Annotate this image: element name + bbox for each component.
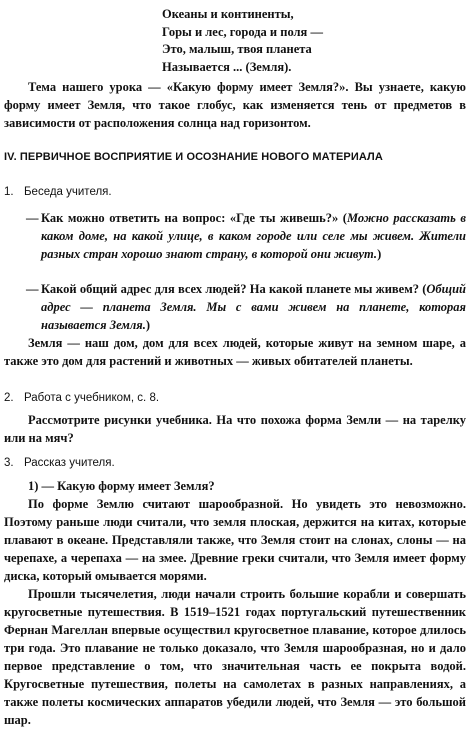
item-number: 2. [4, 392, 14, 404]
item-number: 1. [4, 186, 14, 198]
question-common-address [26, 280, 466, 334]
earth-home-paragraph: Земля — наш дом, дом для всех людей, которые живут на земном шаре, а также это дом для растений и животных — живых обитателей планеты. [4, 336, 466, 368]
poem-line: Это, малыш, твоя планета [162, 42, 312, 56]
item-title: Рассказ учителя. [24, 457, 115, 469]
textbook-task: Рассмотрите рисунки учебника. На что похожа форма Земли — на тарелку или на мяч? [4, 413, 466, 445]
poem-line: Океаны и континенты, [162, 7, 294, 21]
item-1 [4, 186, 466, 198]
dash-marker: — [26, 211, 39, 225]
question-text: Как можно ответить на вопрос: «Где ты живешь?» ( [41, 211, 347, 225]
story-paragraph-2: Прошли тысячелетия, люди начали строить большие корабли и совершать кругосветные путешествия. В 1519–1521 годах португальский путешественник Фернан Магеллан впервые осуществил кругосветное плавание, которое длилось три года. Это плавание не только доказало, что Земля шарообразная, но и дало первое представление о том, что значительная часть ее покрыта водой. Кругосветные путешествия, полеты на самолетах в разных направлениях, а также полеты космических аппаратов убедили людей, что Земля — это большой шар. [4, 587, 466, 727]
story-question: 1) — Какую форму имеет Земля? [28, 479, 215, 493]
poem [162, 6, 462, 76]
poem-line: Называется ... (Земля). [162, 59, 292, 74]
item-2 [4, 392, 466, 404]
paren-close: ) [377, 247, 382, 261]
story-paragraph-1: По форме Землю считают шарообразной. Но увидеть это невозможно. Поэтому раньше люди считали, что земля плоская, держится на китах, которые плавают в океане. Представляли также, что Земля стоит на слонах, слоны — на черепахе, а черепаха — на змее. Древние греки считали, что Земля имеет форму диска, который омывается морями. [4, 497, 466, 583]
section-heading-iv: IV. ПЕРВИЧНОЕ ВОСПРИЯТИЕ И ОСОЗНАНИЕ НОВОГО МАТЕРИАЛА [4, 151, 383, 163]
paren-close: ) [145, 318, 151, 332]
question-text: Какой общий адрес для всех людей? На какой планете мы живем? ( [41, 282, 427, 296]
lesson-intro: Тема нашего урока — «Какую форму имеет Земля?». Вы узнаете, какую форму имеет Земля, что такое глобус, как изменяется тень от предметов в зависимости от расположения солнца над горизонтом. [4, 80, 466, 130]
answer-hint: Можно рассказать в каком доме, на какой улице, в каком городе или селе мы живем. Жители разных стран хорошо знают страну, в которой они живут. [41, 211, 466, 261]
answer-hint: Общий адрес — планета Земля. Мы с вами живем на планете, которая называется Земля. [41, 282, 466, 332]
item-title: Работа с учебником, с. 8. [24, 392, 160, 404]
question-where-live [26, 209, 466, 263]
poem-line: Горы и лес, города и поля — [162, 24, 323, 39]
item-title: Беседа учителя. [24, 186, 112, 198]
dash-marker: — [26, 282, 39, 296]
item-3 [4, 457, 466, 469]
item-number: 3. [4, 457, 14, 469]
